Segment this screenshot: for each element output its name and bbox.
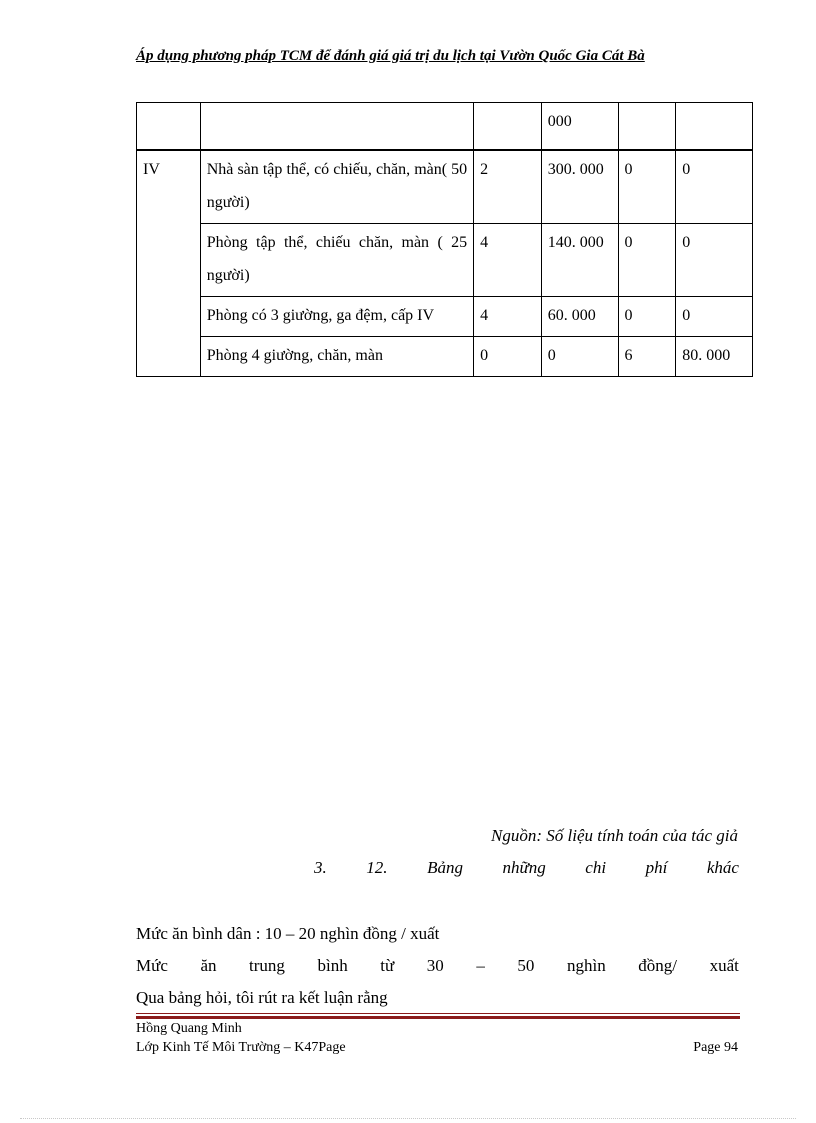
table-cell-description: Nhà sàn tập thể, có chiếu, chăn, màn( 50 người) [200,150,473,224]
table-cell-price2: 80. 000 [676,337,753,377]
caption-word: Bảng [427,858,463,877]
body-word: đồng/ [638,956,678,975]
table-cell-price1: 0 [541,337,618,377]
table-cell-qty1 [474,103,542,151]
page-bottom-edge [20,1118,796,1119]
body-word: trung [249,956,285,975]
table-cell-qty1: 0 [474,337,542,377]
body-paragraph-line: Qua bảng hỏi, tôi rút ra kết luận rằng [136,988,388,1007]
body-word: 50 [517,956,535,975]
body-word: nghìn [566,956,606,975]
table-row [137,337,753,377]
table-cell-description [200,103,473,151]
body-word: bình [317,956,348,975]
table-source-note: Nguồn: Số liệu tính toán của tác giả [491,826,738,845]
table-cell-price1: 000 [541,103,618,151]
table-cell-price1: 60. 000 [541,297,618,337]
caption-word: 12. [366,858,388,877]
table-cell-price2: 0 [676,224,753,297]
body-word: ăn [200,956,217,975]
table-cell-qty1: 4 [474,297,542,337]
caption-word: phí [645,858,668,877]
table-row-continued [137,103,753,151]
table-cell-qty2 [618,103,676,151]
table-cell-price2 [676,103,753,151]
table-cell-qty2: 6 [618,337,676,377]
body-word: xuất [709,956,739,975]
caption-word: khác [706,858,739,877]
caption-word: 3. [314,858,327,877]
table-row [137,224,753,297]
footer-class-name: Lớp Kinh Tế Môi Trường – K47Page [136,1040,346,1055]
footer-divider-thin [136,1013,740,1014]
table-cell-price2: 0 [676,297,753,337]
body-word: từ [380,956,395,975]
footer-divider-thick [136,1016,740,1019]
table-cell-qty2: 0 [618,150,676,224]
table-cell-qty2: 0 [618,224,676,297]
table-cell-qty2: 0 [618,297,676,337]
body-word: – [476,956,485,975]
body-paragraph-line: Mức ăn bình dân : 10 – 20 nghìn đồng / xuất [136,924,440,943]
body-word: Mức [136,956,168,975]
table-cell-qty1: 4 [474,224,542,297]
table-cell-price1: 300. 000 [541,150,618,224]
table-cell-price1: 140. 000 [541,224,618,297]
table-cell-price2: 0 [676,150,753,224]
body-paragraph-line-justified [136,956,739,976]
page-header-title: Áp dụng phương pháp TCM để đánh giá giá trị du lịch tại Vườn Quốc Gia Cát Bà [136,48,645,64]
table-caption [314,858,739,878]
footer-author: Hồng Quang Minh [136,1021,242,1036]
caption-word: chi [585,858,607,877]
footer-page-number: Page 94 [693,1040,738,1055]
table-cell-index [137,103,201,151]
table-cell-qty1: 2 [474,150,542,224]
body-word: 30 [426,956,444,975]
table-cell-group-label: IV [137,150,201,377]
table-row [137,297,753,337]
accommodation-price-table [136,102,753,377]
table-cell-description: Phòng 4 giường, chăn, màn [200,337,473,377]
table-cell-description: Phòng tập thể, chiếu chăn, màn ( 25 người) [200,224,473,297]
table-cell-description: Phòng có 3 giường, ga đệm, cấp IV [200,297,473,337]
caption-word: những [502,858,546,877]
table-row [137,150,753,224]
